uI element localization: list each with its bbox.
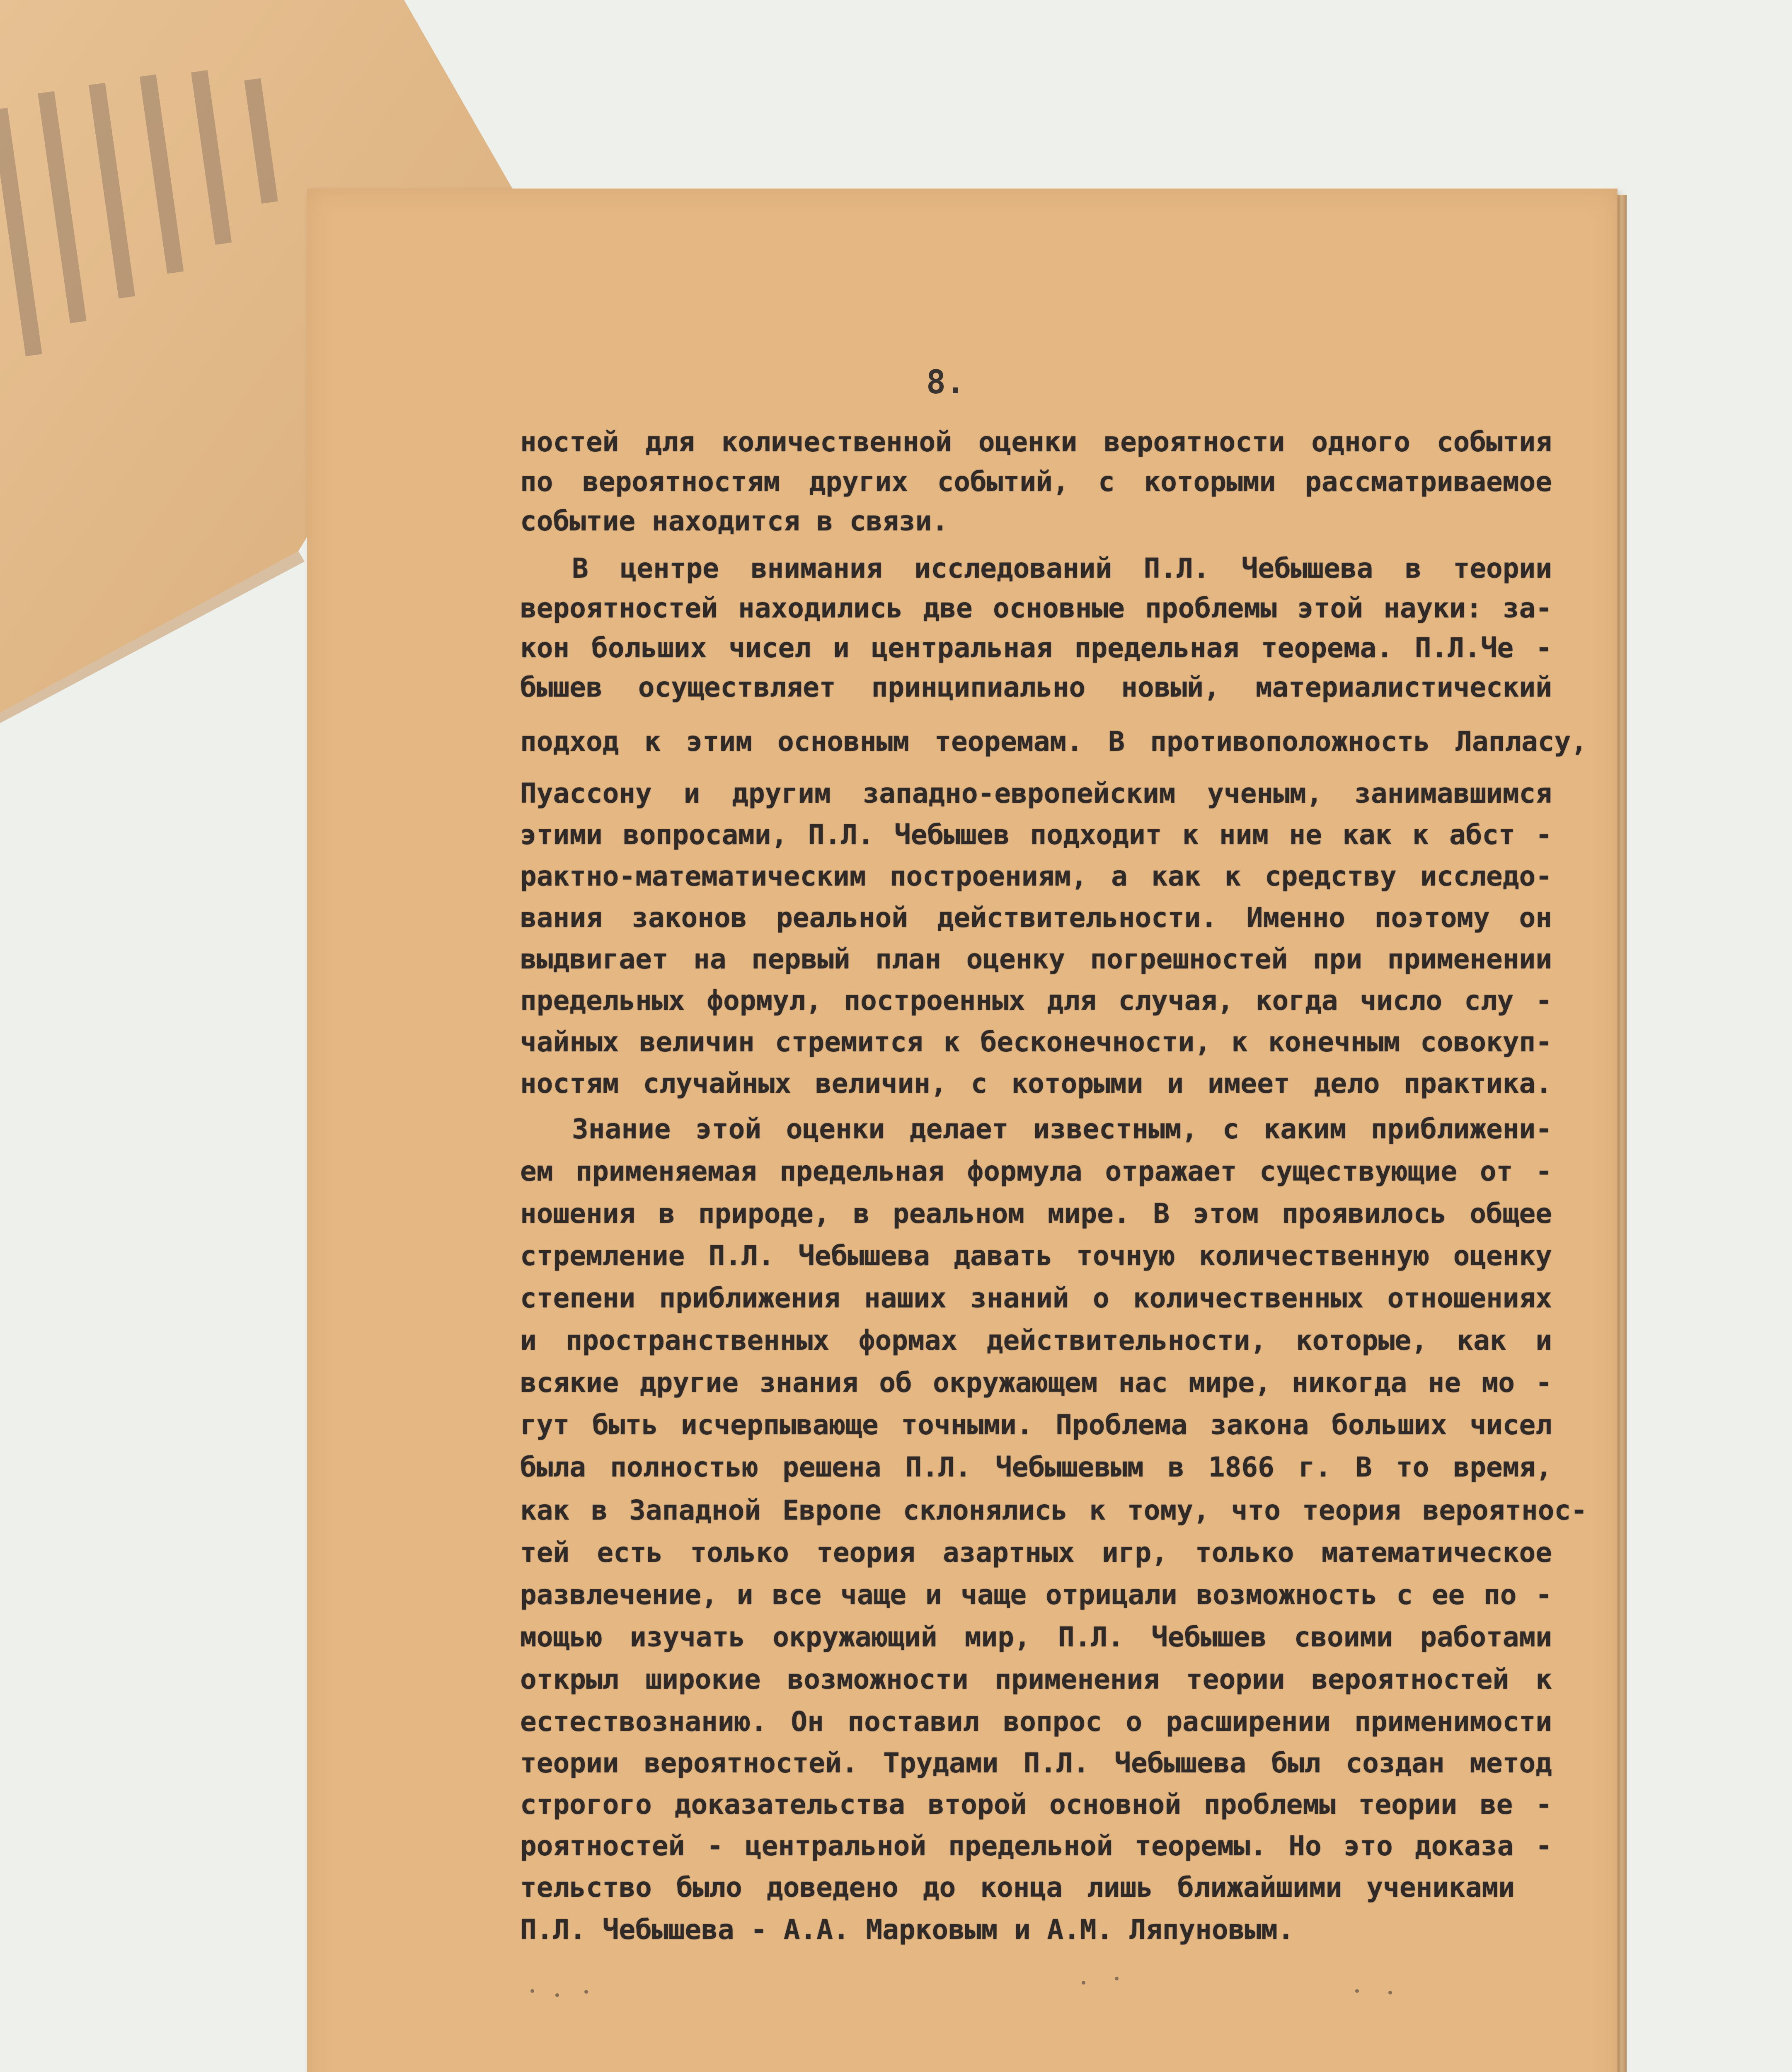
text-line: ношения в природе, в реальном мире. В этом проявилось общее	[520, 1198, 1552, 1230]
text-line: стремление П.Л. Чебышева давать точную количественную оценку	[520, 1240, 1552, 1272]
text-line: этими вопросами, П.Л. Чебышев подходит к ним не как к абст -	[520, 819, 1552, 851]
text-line: ностей для количественной оценки вероятности одного события	[520, 426, 1552, 458]
text-line: ем применяемая предельная формула отражает существующие от -	[520, 1155, 1552, 1187]
text-line: П.Л. Чебышева - А.А. Марковым и А.М. Ляпуновым.	[520, 1914, 1294, 1946]
text-line: чайных величин стремится к бесконечности, к конечным совокуп-	[520, 1026, 1552, 1058]
text-line: бышев осуществляет принципиально новый, материалистический	[520, 671, 1552, 703]
text-line: тельство было доведено до конца лишь ближайшими учениками	[520, 1871, 1515, 1903]
text-line: кон больших чисел и центральная предельная теорема. П.Л.Че -	[520, 632, 1552, 664]
text-line: событие находится в связи.	[520, 505, 949, 537]
text-line: естествознанию. Он поставил вопрос о расширении применимости	[520, 1706, 1552, 1738]
text-line: Пуассону и другим западно-европейским ученым, занимавшимся	[520, 777, 1552, 809]
text-line: открыл широкие возможности применения теории вероятностей к	[520, 1663, 1552, 1695]
text-line: и пространственных формах действительности, которые, как и	[520, 1324, 1552, 1356]
text-line: вероятностей находились две основные проблемы этой науки: за-	[520, 592, 1552, 624]
text-line: предельных формул, построенных для случая, когда число слу -	[520, 985, 1552, 1017]
text-line: степени приближения наших знаний о количественных отношениях	[520, 1282, 1552, 1314]
text-line: строгого доказательства второй основной проблемы теории ве -	[520, 1789, 1552, 1820]
text-line: В центре внимания исследований П.Л. Чебышева в теории	[572, 552, 1552, 584]
text-line: развлечение, и все чаще и чаще отрицали возможность с ее по -	[520, 1579, 1552, 1611]
page-number: 8.	[926, 364, 965, 401]
text-line: ностям случайных величин, с которыми и имеет дело практика.	[520, 1067, 1552, 1099]
text-line: теории вероятностей. Трудами П.Л. Чебышева был создан метод	[520, 1747, 1552, 1779]
text-line: по вероятностям других событий, с которыми рассматриваемое	[520, 466, 1552, 498]
text-line: выдвигает на первый план оценку погрешностей при применении	[520, 943, 1552, 975]
text-line: всякие другие знания об окружающем нас мире, никогда не мо -	[520, 1367, 1552, 1399]
text-line: была полностью решена П.Л. Чебышевым в 1866 г. В то время,	[520, 1451, 1552, 1483]
text-line: вания законов реальной действительности. Именно поэтому он	[520, 902, 1552, 934]
text-line: рактно-математическим построениям, а как к средству исследо-	[520, 860, 1552, 892]
text-line: как в Западной Европе склонялись к тому, что теория вероятнос-	[520, 1494, 1587, 1526]
text-line: тей есть только теория азартных игр, только математическое	[520, 1537, 1552, 1569]
text-line: Знание этой оценки делает известным, с каким приближени-	[572, 1113, 1552, 1145]
text-line: мощью изучать окружающий мир, П.Л. Чебышев своими работами	[520, 1621, 1552, 1653]
text-line: гут быть исчерпывающе точными. Проблема закона больших чисел	[520, 1409, 1552, 1441]
text-line: роятностей - центральной предельной теоремы. Но это доказа -	[520, 1830, 1552, 1862]
text-line: подход к этим основным теоремам. В противоположность Лапласу,	[520, 726, 1587, 758]
